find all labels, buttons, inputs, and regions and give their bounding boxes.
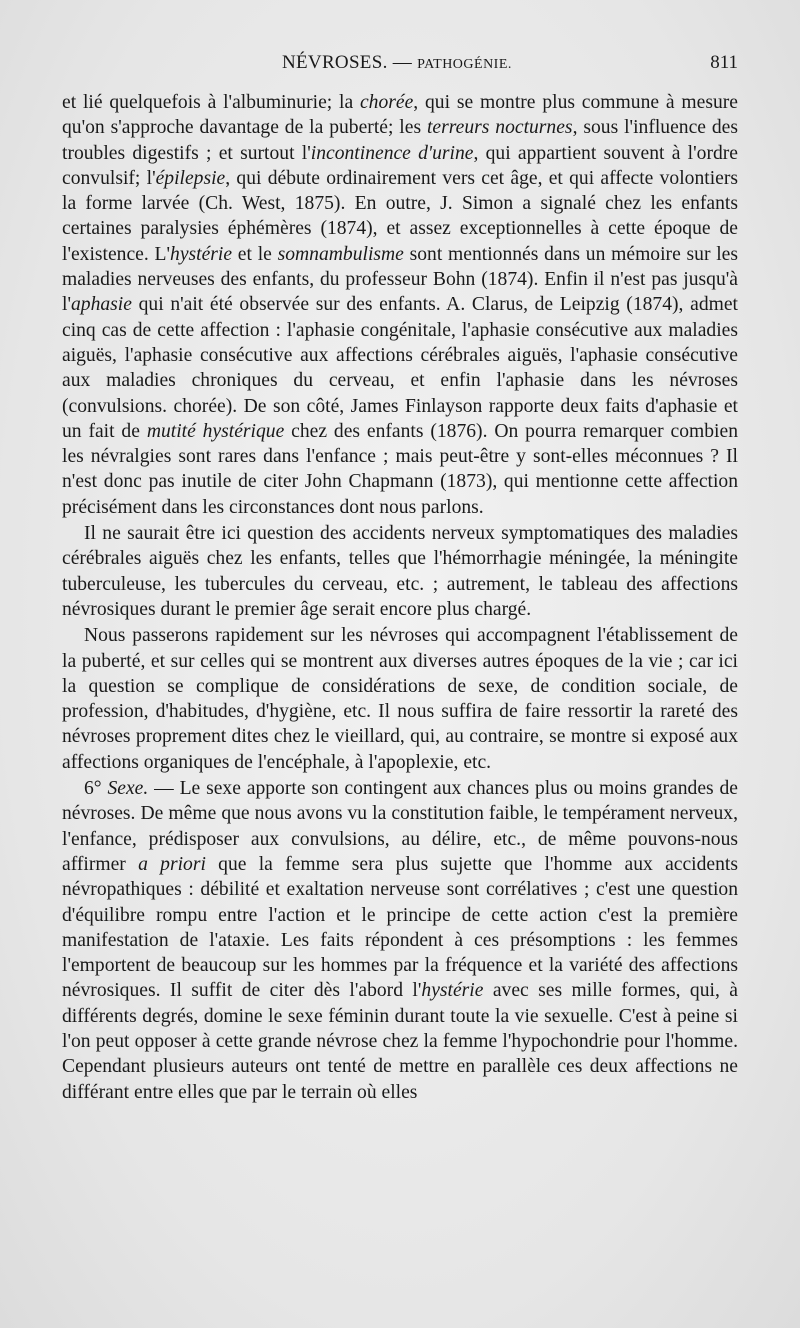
text-run: , qui se montre plus commune à mesure qu'on s'approche davantage de la puberté; les bbox=[62, 92, 738, 139]
running-head-separator: — bbox=[392, 52, 413, 73]
text-run: que la femme sera plus sujette que l'homme aux accidents névropathiques : débilité et exaltation nerveuse sont corrélatives ; c'est une question d'équilibre rompu entre l'action et le principe de cette action c'est la première manifestation de l'ataxie. Les faits répondent à ces présomptions : les femmes l'emportent de beaucoup sur les hommes par la fréquence et la variété des affections névrosiques. Il suffit de citer dès l'abord l' bbox=[62, 853, 738, 1002]
paragraph-1 bbox=[62, 90, 738, 520]
running-head bbox=[282, 52, 512, 74]
italic-term: terreurs nocturnes bbox=[426, 117, 573, 139]
text-run: , qui appartient souvent à l'ordre convulsif; l' bbox=[62, 142, 738, 189]
text-run: avec ses mille formes, qui, à différents degrés, domine le sexe féminin durant toute la vie sexuelle. C'est à peine si l'on peut opposer à cette grande névrose chez la femme l'hypochondrie pour l'homme. Cependant plusieurs auteurs ont tenté de mettre en parallèle ces deux affections ne différant entre elles que par le terrain où elles bbox=[62, 980, 738, 1103]
running-head-subtitle: PATHOGÉNIE. bbox=[417, 57, 512, 72]
italic-term: a priori bbox=[138, 853, 206, 875]
text-run: Il ne saurait être ici question des accidents nerveux symptomatiques des maladies cérébrales aiguës chez les enfants, telles que l'hémorrhagie méningée, la méningite tuberculeuse, les tubercules du cerveau, etc. ; autrement, le tableau des affections névrosiques durant le premier âge serait encore plus chargé. bbox=[62, 523, 738, 620]
running-head-title: NÉVROSES. bbox=[282, 52, 388, 73]
italic-term: Sexe. bbox=[107, 778, 149, 800]
italic-term: mutité hystérique bbox=[146, 420, 285, 442]
text-run: 6° bbox=[84, 778, 108, 800]
italic-term: incontinence d'urine bbox=[310, 142, 474, 164]
italic-term: hystérie bbox=[170, 243, 233, 265]
italic-term: somnambulisme bbox=[277, 243, 404, 265]
text-run: sont mentionnés dans un mémoire sur les maladies nerveuses des enfants, du professeur Bohn (1874). Enfin il n'est pas jusqu'à l' bbox=[62, 243, 738, 316]
italic-term: épilepsie bbox=[155, 167, 226, 189]
text-run: , qui débute ordinairement vers cet âge, et qui affecte volontiers la forme larvée (Ch. West, 1875). En outre, J. Simon a signalé chez les enfants certaines paralysies éphémères (1874), et assez exceptionnelles à cette époque de l'existence. L' bbox=[62, 167, 738, 265]
italic-term: chorée bbox=[359, 92, 414, 113]
text-run: — Le sexe apporte son contingent aux chances plus ou moins grandes de névroses. De même que nous avons vu la constitution faible, le tempérament nerveux, l'enfance, prédisposer aux convulsions, au délire, etc., de même pouvons-nous affirmer bbox=[62, 778, 738, 875]
text-run: , sous l'influence des troubles digestifs ; et surtout l' bbox=[62, 117, 738, 164]
text-run: et le bbox=[232, 243, 278, 265]
page-number: 811 bbox=[710, 52, 738, 73]
paragraph-2 bbox=[62, 521, 738, 622]
page-header bbox=[62, 52, 738, 82]
paragraph-3 bbox=[62, 623, 738, 775]
text-run: qui n'ait été observée sur des enfants. A. Clarus, de Leipzig (1874), admet cinq cas de cette affection : l'aphasie congénitale, l'aphasie consécutive aux maladies aiguës, l'aphasie consécutive aux affections cérébrales aiguës, l'aphasie consécutive aux maladies chroniques du cerveau, et enfin l'aphasie dans les névroses (convulsions. chorée). De son côté, James Finlayson rapporte deux faits d'aphasie et un fait de bbox=[62, 294, 738, 442]
italic-term: aphasie bbox=[70, 294, 132, 316]
paragraph-4 bbox=[62, 776, 738, 1105]
body-text bbox=[62, 90, 738, 1105]
text-run: chez des enfants (1876). On pourra remarquer combien les névralgies sont rares dans l'enfance ; mais peut-être y sont-elles méconnues ? Il n'est donc pas inutile de citer John Chapmann (1873), qui mentionne cette affection précisément dans les circonstances dont nous parlons. bbox=[62, 420, 738, 518]
italic-term: hystérie bbox=[421, 980, 484, 1002]
text-run: et lié quelquefois à l'albuminurie; la bbox=[62, 92, 360, 113]
text-run: Nous passerons rapidement sur les névroses qui accompagnent l'établissement de la puberté, et sur celles qui se montrent aux diverses autres époques de la vie ; car ici la question se complique de considérations de sexe, de condition sociale, de profession, d'habitudes, d'hygiène, etc. Il nous suffira de faire ressortir la rareté des névroses proprement dites chez le vieillard, qui, au contraire, se montre si exposé aux affections organiques de l'encéphale, à l'apoplexie, etc. bbox=[62, 625, 738, 773]
